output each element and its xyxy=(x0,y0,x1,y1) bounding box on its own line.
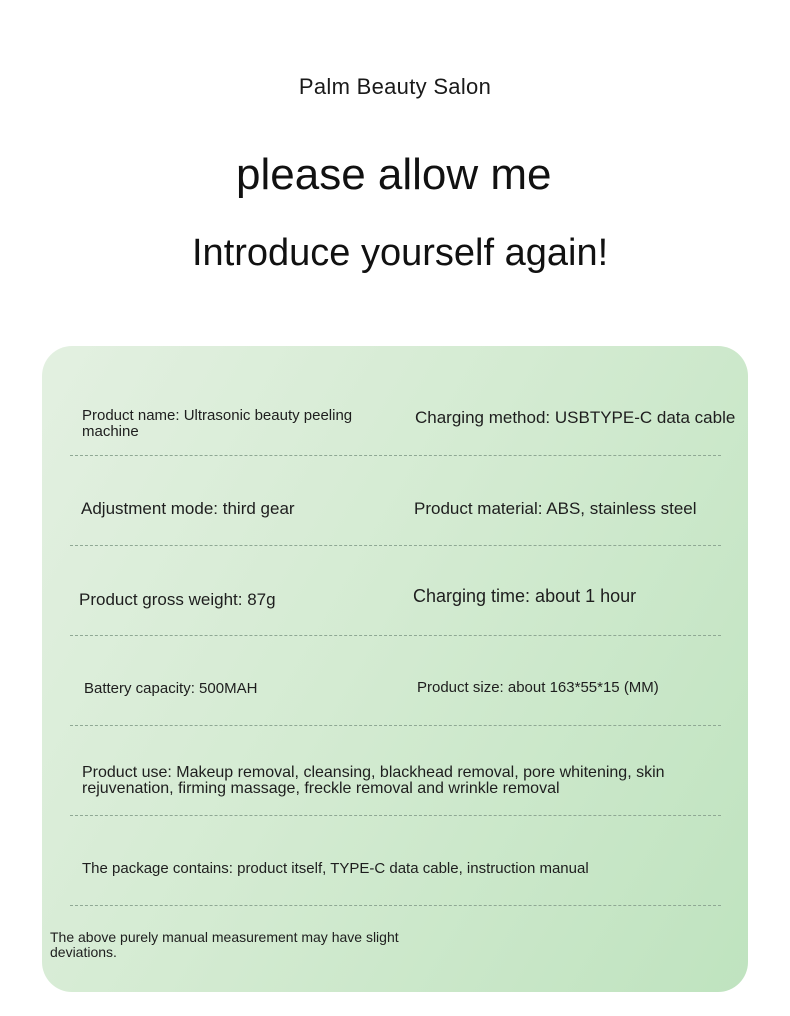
spec-product-name: Product name: Ultrasonic beauty peeling machine xyxy=(82,407,353,440)
spec-package-contents: The package contains: product itself, TYPE-C data cable, instruction manual xyxy=(82,860,589,877)
row-divider xyxy=(70,815,721,816)
row-divider xyxy=(70,725,721,726)
spec-card xyxy=(42,346,748,992)
row-divider xyxy=(70,635,721,636)
headline-line-2: Introduce yourself again! xyxy=(192,232,609,274)
spec-adjustment-mode: Adjustment mode: third gear xyxy=(81,499,295,518)
spec-product-material: Product material: ABS, stainless steel xyxy=(414,499,697,518)
spec-product-size: Product size: about 163*55*15 (MM) xyxy=(417,679,659,696)
spec-charging-time: Charging time: about 1 hour xyxy=(413,586,637,606)
measurement-footnote: The above purely manual measurement may have slight deviations. xyxy=(50,929,399,960)
brand-title: Palm Beauty Salon xyxy=(298,74,492,99)
spec-charging-method: Charging method: USBTYPE-C data cable xyxy=(415,408,736,427)
spec-gross-weight: Product gross weight: 87g xyxy=(79,590,276,609)
spec-product-use: Product use: Makeup removal, cleansing, blackhead removal, pore whitening, skin rejuvenation, firming massage, freckle removal and wrinkle removal xyxy=(82,764,665,797)
row-divider xyxy=(70,905,721,906)
row-divider xyxy=(70,545,721,546)
row-divider xyxy=(70,455,721,456)
spec-battery-capacity: Battery capacity: 500MAH xyxy=(84,680,258,697)
headline-line-1: please allow me xyxy=(236,150,552,199)
